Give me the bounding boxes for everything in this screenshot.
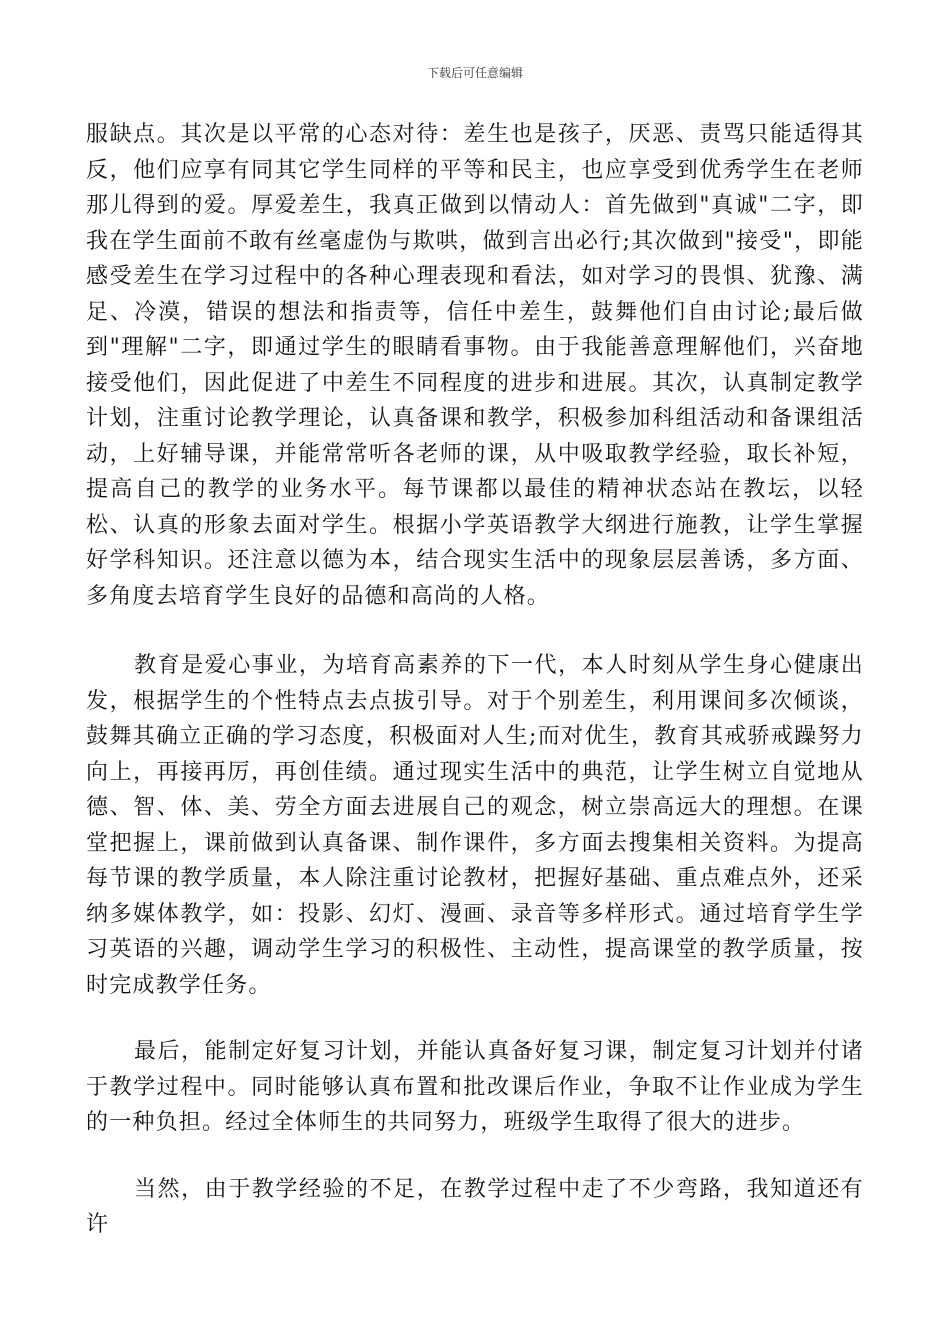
paragraph-4: 当然，由于教学经验的不足，在教学过程中走了不少弯路，我知道还有许 [86, 1176, 864, 1237]
page-header: 下载后可任意编辑 [426, 66, 523, 80]
paragraph-1: 服缺点。其次是以平常的心态对待：差生也是孩子，厌恶、责骂只能适得其反，他们应享有同其它学生同样的平等和民主，也应享受到优秀学生在老师那儿得到的爱。厚爱差生，我真正做到以情动人：首先做到"真诚"二字，即我在学生面前不敢有丝毫虚伪与欺哄，做到言出必行;其次做到"接受"，即能感受差生在学习过程中的各种心理表现和看法，如对学习的畏惧、犹豫、满足、冷漠，错误的想法和指责等，信任中差生，鼓舞他们自由讨论;最后做到"理解"二字，即通过学生的眼睛看事物。由于我能善意理解他们，兴奋地接受他们，因此促进了中差生不同程度的进步和进展。其次，认真制定教学计划，注重讨论教学理论，认真备课和教学，积极参加科组活动和备课组活动，上好辅导课，并能常常听各老师的课，从中吸取教学经验，取长补短，提高自己的教学的业务水平。每节课都以最佳的精神状态站在教坛，以轻松、认真的形象去面对学生。根据小学英语教学大纲进行施教，让学生掌握好学科知识。还注意以德为本，结合现实生活中的现象层层善诱，多方面、多角度去培育学生良好的品德和高尚的人格。 [86, 122, 864, 609]
paragraph-2: 教育是爱心事业，为培育高素养的下一代，本人时刻从学生身心健康出发，根据学生的个性特点去点拔引导。对于个别差生，利用课间多次倾谈，鼓舞其确立正确的学习态度，积极面对人生;而对优生，教育其戒骄戒躁努力向上，再接再厉，再创佳绩。通过现实生活中的典范，让学生树立自觉地从德、智、体、美、劳全方面去进展自己的观念，树立崇高远大的理想。在课堂把握上，课前做到认真备课、制作课件，多方面去搜集相关资料。为提高每节课的教学质量，本人除注重讨论教材，把握好基础、重点难点外，还采纳多媒体教学，如：投影、幻灯、漫画、录音等多样形式。通过培育学生学习英语的兴趣，调动学生学习的积极性、主动性，提高课堂的教学质量，按时完成教学任务。 [86, 653, 864, 998]
document-body [86, 117, 864, 1243]
paragraph-3: 最后，能制定好复习计划，并能认真备好复习课，制定复习计划并付诸于教学过程中。同时能够认真布置和批改课后作业，争取不让作业成为学生的一种负担。经过全体师生的共同努力，班级学生取得了很大的进步。 [86, 1039, 864, 1135]
